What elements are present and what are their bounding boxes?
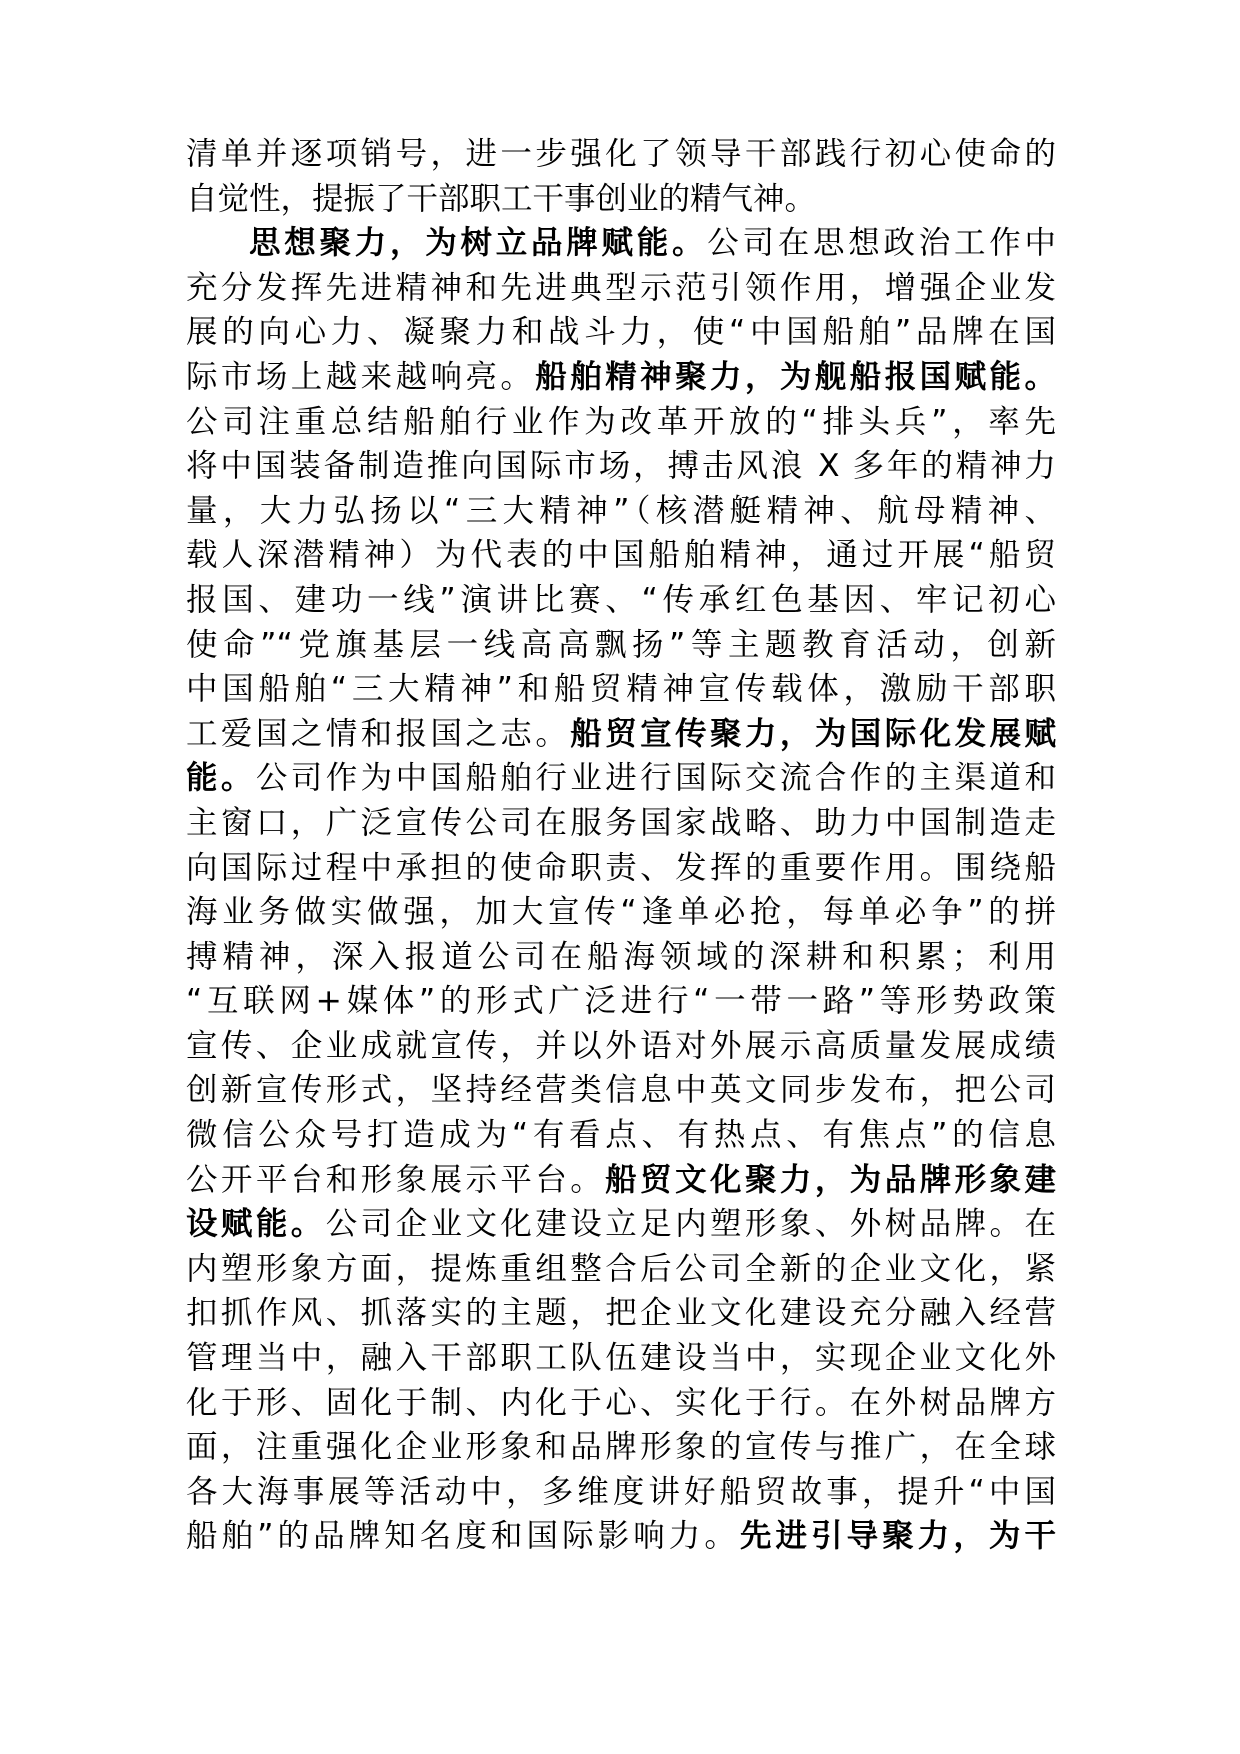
text-line [186,355,1056,400]
body-text: 海业务做实做强，加大宣传“逢单必抢，每单必争”的拼 [186,894,1056,931]
text-line [186,1158,1056,1203]
body-text: 创新宣传形式，坚持经营类信息中英文同步发布，把公司 [186,1072,1056,1109]
body-text: 报国、建功一线”演讲比赛、“传承红色基因、牢记初心 [186,581,1056,618]
body-text: 充分发挥先进精神和先进典型示范引领作用，增强企业发 [186,269,1056,306]
text-line [186,801,1056,846]
body-text: 展的向心力、凝聚力和战斗力，使“中国船舶”品牌在国 [186,314,1056,351]
text-line [186,1113,1056,1158]
body-text: 管理当中，融入干部职工队伍建设当中，实现企业文化外 [186,1340,1056,1377]
text-line [186,400,1056,445]
body-text: 量，大力弘扬以“三大精神”（核潜艇精神、航母精神、 [186,492,1056,529]
body-text: 中国船舶“三大精神”和船贸精神宣传载体，激励干部职 [186,671,1056,708]
text-line [186,1024,1056,1069]
body-text: 微信公众号打造成为“有看点、有热点、有焦点”的信息 [186,1117,1056,1154]
text-line [186,132,1056,177]
bold-heading-text: 船贸文化聚力，为品牌形象建 [605,1161,1056,1198]
text-line [186,1336,1056,1381]
text-line [186,578,1056,623]
text-line [186,1291,1056,1336]
body-text: 各大海事展等活动中，多维度讲好船贸故事，提升“中国 [186,1473,1056,1510]
body-text: 载人深潜精神）为代表的中国船舶精神，通过开展“船贸 [186,537,1056,574]
text-line [186,846,1056,891]
bold-heading-text: 船舶精神聚力，为舰船报国赋能。 [535,358,1056,395]
text-line [186,890,1056,935]
text-line [186,533,1056,578]
bold-heading-text: 设赋能。 [186,1206,326,1243]
body-text: 面，注重强化企业形象和品牌形象的宣传与推广，在全球 [186,1429,1056,1466]
body-text: 工爱国之情和报国之志。 [186,715,571,752]
text-line [186,1068,1056,1113]
body-text: 公司注重总结船舶行业作为改革开放的“排头兵”，率先 [186,403,1056,440]
body-text: 使命”“党旗基层一线高高飘扬”等主题教育活动，创新 [186,626,1056,663]
body-text: 搏精神，深入报道公司在船海领域的深耕和积累；利用 [186,938,1056,975]
body-text: 清单并逐项销号，进一步强化了领导干部践行初心使命的 [186,136,1056,172]
text-line [186,979,1056,1024]
text-line [186,266,1056,311]
text-line [186,1202,1056,1247]
body-text: 扣抓作风、抓落实的主题，把企业文化建设充分融入经营 [186,1295,1056,1332]
body-text: 船舶”的品牌知名度和国际影响力。 [186,1518,740,1555]
body-text: 主窗口，广泛宣传公司在服务国家战略、助力中国制造走 [186,804,1056,841]
text-line [186,1514,1056,1559]
body-text: 自觉性，提振了干部职工干事创业的精气神。 [186,180,817,217]
body-text: 将中国装备制造推向国际市场，搏击风浪 X 多年的精神力 [186,448,1056,485]
text-line [186,712,1056,757]
text-line [186,444,1056,489]
document-page [186,132,1056,1559]
text-line [186,623,1056,668]
body-text: 公开平台和形象展示平台。 [186,1161,606,1198]
body-text: 化于形、固化于制、内化于心、实化于行。在外树品牌方 [186,1384,1056,1421]
text-line [186,935,1056,980]
text-line [186,221,1056,266]
text-line [186,1470,1056,1515]
body-text: 际市场上越来越响亮。 [186,358,536,395]
body-text: 公司在思想政治工作中 [707,225,1056,262]
text-line [186,756,1056,801]
bold-heading-text: 船贸宣传聚力，为国际化发展赋 [570,715,1056,752]
text-line [186,489,1056,534]
body-text: 公司作为中国船舶行业进行国际交流合作的主渠道和 [255,760,1056,797]
body-text: “互联网+媒体”的形式广泛进行“一带一路”等形势政策 [186,983,1056,1020]
text-line [186,177,1056,222]
text-line [186,1381,1056,1426]
bold-heading-text: 思想聚力，为树立品牌赋能。 [249,225,708,262]
body-text: 内塑形象方面，提炼重组整合后公司全新的企业文化，紧 [186,1250,1056,1287]
text-line [186,667,1056,712]
body-text: 向国际过程中承担的使命职责、发挥的重要作用。围绕船 [186,849,1056,886]
body-text: 宣传、企业成就宣传，并以外语对外展示高质量发展成绩 [186,1027,1056,1064]
bold-heading-text: 能。 [186,760,256,797]
text-line [186,310,1056,355]
bold-heading-text: 先进引导聚力，为干 [739,1518,1056,1555]
text-line [186,1247,1056,1292]
text-line [186,1425,1056,1470]
body-text: 公司企业文化建设立足内塑形象、外树品牌。在 [325,1206,1056,1243]
